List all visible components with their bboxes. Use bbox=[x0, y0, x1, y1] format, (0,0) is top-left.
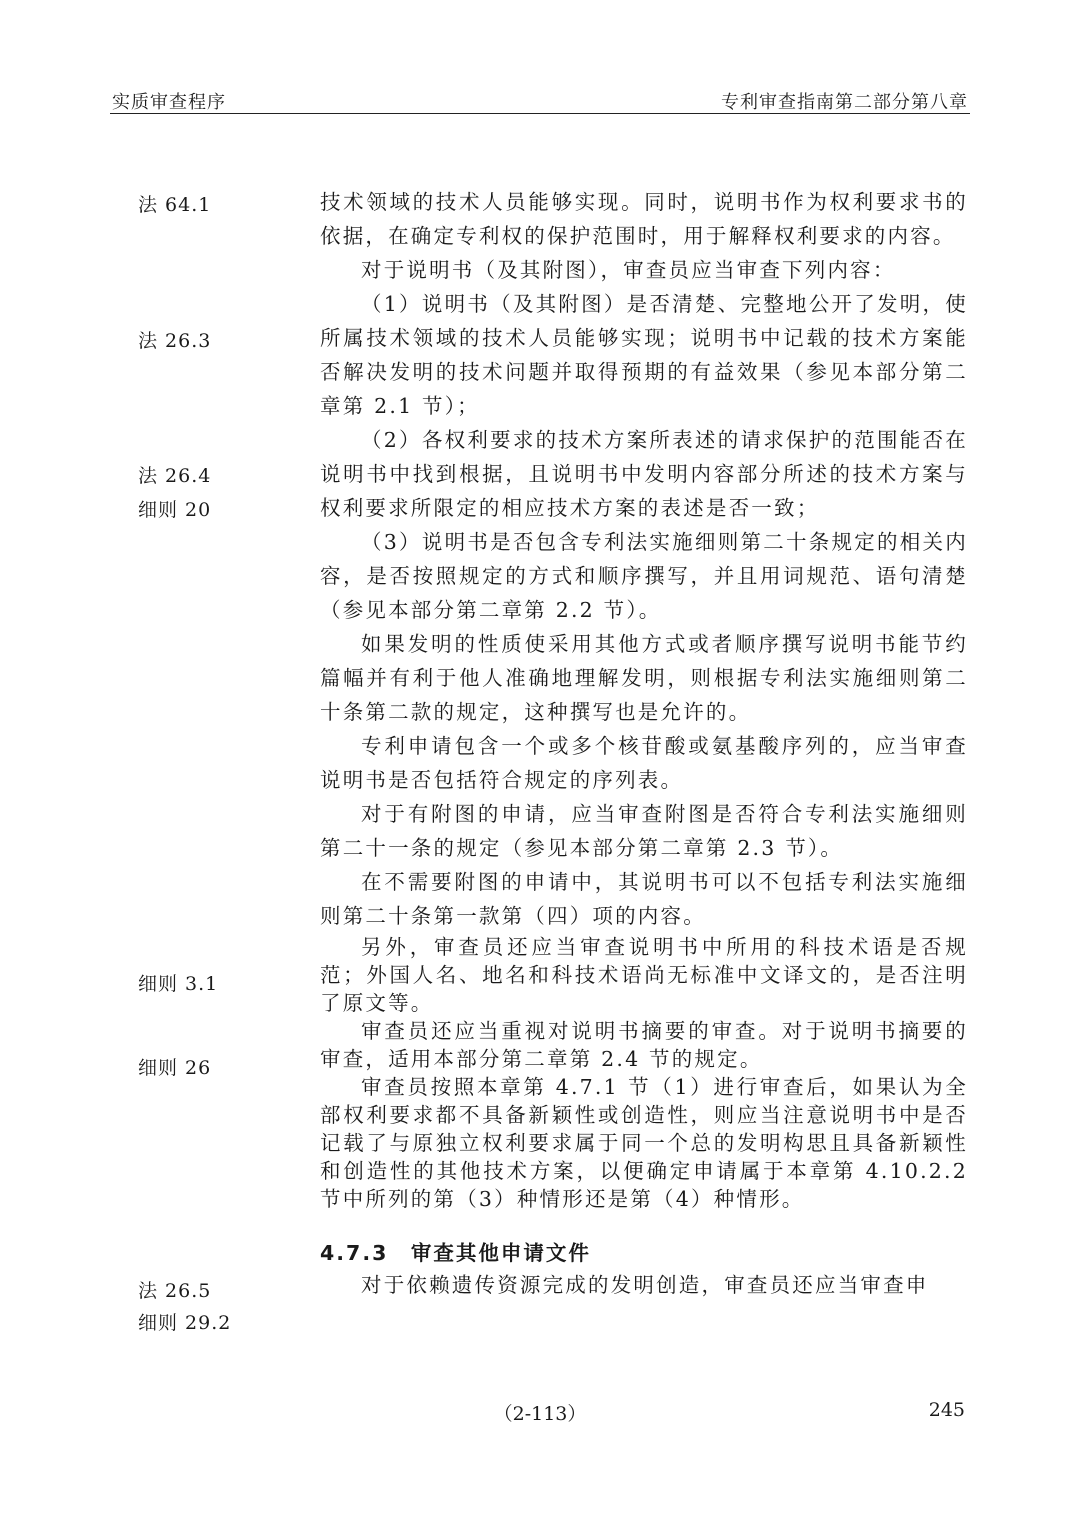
section-heading: 4.7.3 审查其他申请文件 bbox=[320, 1241, 591, 1265]
margin-note-rule-29-2: 细则 29.2 bbox=[138, 1312, 232, 1334]
paragraph: 对于依赖遗传资源完成的发明创造，审查员还应当审查申 bbox=[361, 1273, 929, 1297]
header-rule bbox=[110, 113, 970, 114]
paragraph: 在不需要附图的申请中，其说明书可以不包括专利法实施细则第二十条第一款第（四）项的内容。 bbox=[320, 870, 968, 928]
margin-note-rule-26: 细则 26 bbox=[138, 1057, 212, 1079]
paragraph: 另外，审查员还应当审查说明书中所用的科技术语是否规范；外国人名、地名和科技术语尚无标准中文译文的，是否注明了原文等。 bbox=[320, 935, 968, 1015]
paragraph: 审查员还应当重视对说明书摘要的审查。对于说明书摘要的审查，适用本部分第二章第 2.4 节的规定。 bbox=[320, 1019, 968, 1071]
margin-note-law-26-5: 法 26.5 bbox=[138, 1280, 212, 1302]
paragraph: 如果发明的性质使采用其他方式或者顺序撰写说明书能节约篇幅并有利于他人准确地理解发明，则根据专利法实施细则第二十条第二款的规定，这种撰写也是允许的。 bbox=[320, 632, 968, 724]
running-header-left: 实质审查程序 bbox=[112, 92, 226, 113]
paragraph: 审查员按照本章第 4.7.1 节（1）进行审查后，如果认为全部权利要求都不具备新颖性或创造性，则应当注意说明书中是否记载了与原独立权利要求属于同一个总的发明构思且具备新颖性和创造性的其他技术方案，以便确定申请属于本章第 4.10.2.2 节中所列的第（3）种情形还是第（4）种情形。 bbox=[320, 1075, 968, 1211]
paragraph: （3）说明书是否包含专利法实施细则第二十条规定的相关内容，是否按照规定的方式和顺序撰写，并且用词规范、语句清楚（参见本部分第二章第 2.2 节）。 bbox=[320, 530, 968, 622]
footer-page-code: （2-113） bbox=[493, 1403, 587, 1425]
paragraph: 对于有附图的申请，应当审查附图是否符合专利法实施细则第二十一条的规定（参见本部分第二章第 2.3 节）。 bbox=[320, 802, 968, 860]
paragraph: 技术领域的技术人员能够实现。同时，说明书作为权利要求书的依据，在确定专利权的保护范围时，用于解释权利要求的内容。 bbox=[320, 190, 968, 248]
margin-note-rule-3-1: 细则 3.1 bbox=[138, 973, 219, 995]
footer-page-number: 245 bbox=[928, 1399, 965, 1421]
paragraph: 对于说明书（及其附图），审查员应当审查下列内容： bbox=[361, 258, 896, 282]
margin-note-rule-20: 细则 20 bbox=[138, 499, 212, 521]
margin-note-law-64-1: 法 64.1 bbox=[138, 194, 212, 216]
margin-note-law-26-4: 法 26.4 bbox=[138, 465, 212, 487]
body-text bbox=[320, 185, 968, 1301]
running-header-right: 专利审查指南第二部分第八章 bbox=[721, 92, 968, 113]
paragraph: （1）说明书（及其附图）是否清楚、完整地公开了发明，使所属技术领域的技术人员能够实现；说明书中记载的技术方案能否解决发明的技术问题并取得预期的有益效果（参见本部分第二章第 2.1 节）； bbox=[320, 292, 968, 418]
margin-note-law-26-3: 法 26.3 bbox=[138, 330, 212, 352]
paragraph: 专利申请包含一个或多个核苷酸或氨基酸序列的，应当审查说明书是否包括符合规定的序列表。 bbox=[320, 734, 968, 792]
paragraph: （2）各权利要求的技术方案所表述的请求保护的范围能否在说明书中找到根据，且说明书中发明内容部分所述的技术方案与权利要求所限定的相应技术方案的表述是否一致； bbox=[320, 428, 968, 520]
